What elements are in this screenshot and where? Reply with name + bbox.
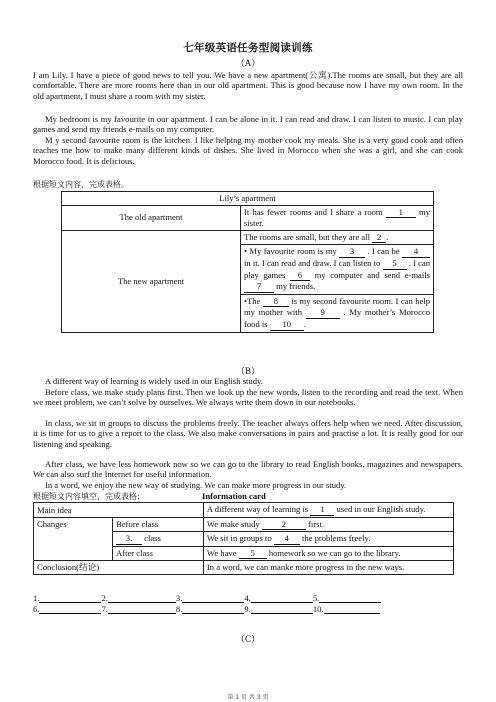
old-apartment-label: The old apartment (62, 205, 241, 230)
before-class-label: Before class (113, 517, 204, 532)
blank-6[interactable]: 6 (290, 270, 310, 282)
section-a-paragraph: M y second favourite room is the kitchen. I like helping my mother cook my meals. She is a very good cook and often teaches me how to make many different kinds of dishes. She lived in Morocco when she was a girl, and she can cook Morocco food. It is delicious. (33, 135, 463, 166)
new-apartment-row-1: The rooms are small, but they are all 2 . (241, 230, 434, 245)
section-a-instruction: 根据短文内容，完成表格。 (33, 180, 129, 189)
main-idea-cell: A different way of learning is 1 used in our English study. (203, 503, 453, 518)
answer-line[interactable] (108, 604, 176, 614)
answer-line[interactable] (251, 593, 313, 603)
answer-line[interactable] (251, 604, 313, 614)
section-a-label: （A） (235, 58, 261, 68)
answer-line[interactable] (182, 604, 244, 614)
in-class-label: 3. class (113, 532, 204, 547)
answer-row-2: 6. 7. 8. 9. 10. (33, 604, 463, 614)
in-class-cell: We sit in groups to 4 the problems freely. (203, 532, 453, 547)
section-a-paragraph: I am Lily. I have a piece of good news to tell you. We have a new apartment(公寓).The rooms are small, but they are all comfortable. There are more rooms here than in our old apartment. This is good because now I have my own room. In the old apartment, I must share a room with my sister. (33, 70, 463, 101)
blank-b2[interactable]: 2 (262, 519, 306, 531)
blank-3[interactable]: 3 (339, 246, 365, 258)
new-apartment-row-2: • My favourite room is my 3 . I can be 4 in it. I can read and draw. I can listen to 5 . I can play games 6 my computer and send e-mails 7 my friends. (241, 245, 434, 294)
blank-5[interactable]: 5 (383, 258, 407, 270)
blank-1[interactable]: 1 (386, 207, 416, 219)
section-b-paragraph: Before class, we make study plans first. Then we look up the new words, listen to the recording and read the text. When we meet problem, we can’t solve by ourselves. We always write them down in our notebooks. (33, 387, 463, 408)
answer-line[interactable] (324, 604, 380, 614)
blank-b3[interactable]: 3. (116, 533, 142, 545)
section-c-label: （C） (235, 634, 260, 644)
after-class-label: After class (113, 546, 204, 561)
new-apartment-label: The new apartment (62, 230, 241, 332)
answer-line[interactable] (39, 604, 101, 614)
section-a-paragraph: My bedroom is my favourite in our apartment. I can be alone in it. I can read and draw. I can listen to music. I can play games and send my friends e-mails on my computer. (33, 114, 463, 135)
blank-b5[interactable]: 5 (239, 548, 267, 560)
section-b-paragraph: In a word, we enjoy the new way of studying. We can make more progress in our study. (45, 480, 347, 490)
section-b-paragraph: A different way of learning is widely used in our English study. (45, 376, 263, 386)
answer-row-1: 1. 2. 3. 4. 5. (33, 593, 463, 603)
new-apartment-row-3: •The 8 is my second favourite room. I can help my mother with 9 . My mother’s Morocco food is 10 . (241, 294, 434, 332)
before-class-cell: We make study 2 first. (203, 517, 453, 532)
information-card-table (33, 502, 454, 575)
answer-line[interactable] (108, 593, 176, 603)
blank-7[interactable]: 7 (244, 281, 274, 293)
blank-b4[interactable]: 4 (274, 533, 300, 545)
conclusion-cell: In a word, we can manke more progress in the new ways. (203, 561, 453, 575)
old-apartment-cell: It has fewer rooms and I share a room 1 my sister. (241, 205, 434, 230)
section-b-paragraph: In class, we sit in groups to discuss the problems freely. The teacher always offers help when we need. After discussion, it is time for us to give a report to the class. We also make conversations in pairs and practise a lot. It is really good for our listening and speaking. (33, 418, 463, 449)
conclusion-label: Conclusion(结论) (34, 561, 204, 575)
apartment-table (61, 191, 434, 333)
answer-line[interactable] (182, 593, 244, 603)
blank-4[interactable]: 4 (402, 246, 430, 258)
table-heading: Lily’s apartment (62, 192, 434, 206)
section-b-label: （B） (235, 366, 260, 376)
changes-label: Changes (34, 517, 113, 561)
page-title: 七年级英语任务型阅读训练 (183, 42, 313, 54)
blank-2[interactable]: 2 (372, 232, 386, 244)
page-footer: 第 1 页 共 3 页 (227, 694, 269, 701)
after-class-cell: We have 5 homework so we can go to the library. (203, 546, 453, 561)
answer-line[interactable] (319, 593, 381, 603)
card-title: Information card (202, 491, 266, 501)
blank-8[interactable]: 8 (263, 296, 289, 308)
blank-10[interactable]: 10 (270, 319, 304, 331)
section-b-instruction: 根据短文内容填空，完成表格: (33, 492, 140, 501)
blank-b1[interactable]: 1 (310, 504, 334, 516)
section-b-paragraph: After class, we have less homework now so we can go to the library to read English books, magazines and newspapers. We can also surf the Internet for useful information. (33, 459, 463, 480)
answer-line[interactable] (39, 593, 101, 603)
main-idea-label: Main idea (34, 503, 204, 518)
blank-9[interactable]: 9 (306, 307, 340, 319)
